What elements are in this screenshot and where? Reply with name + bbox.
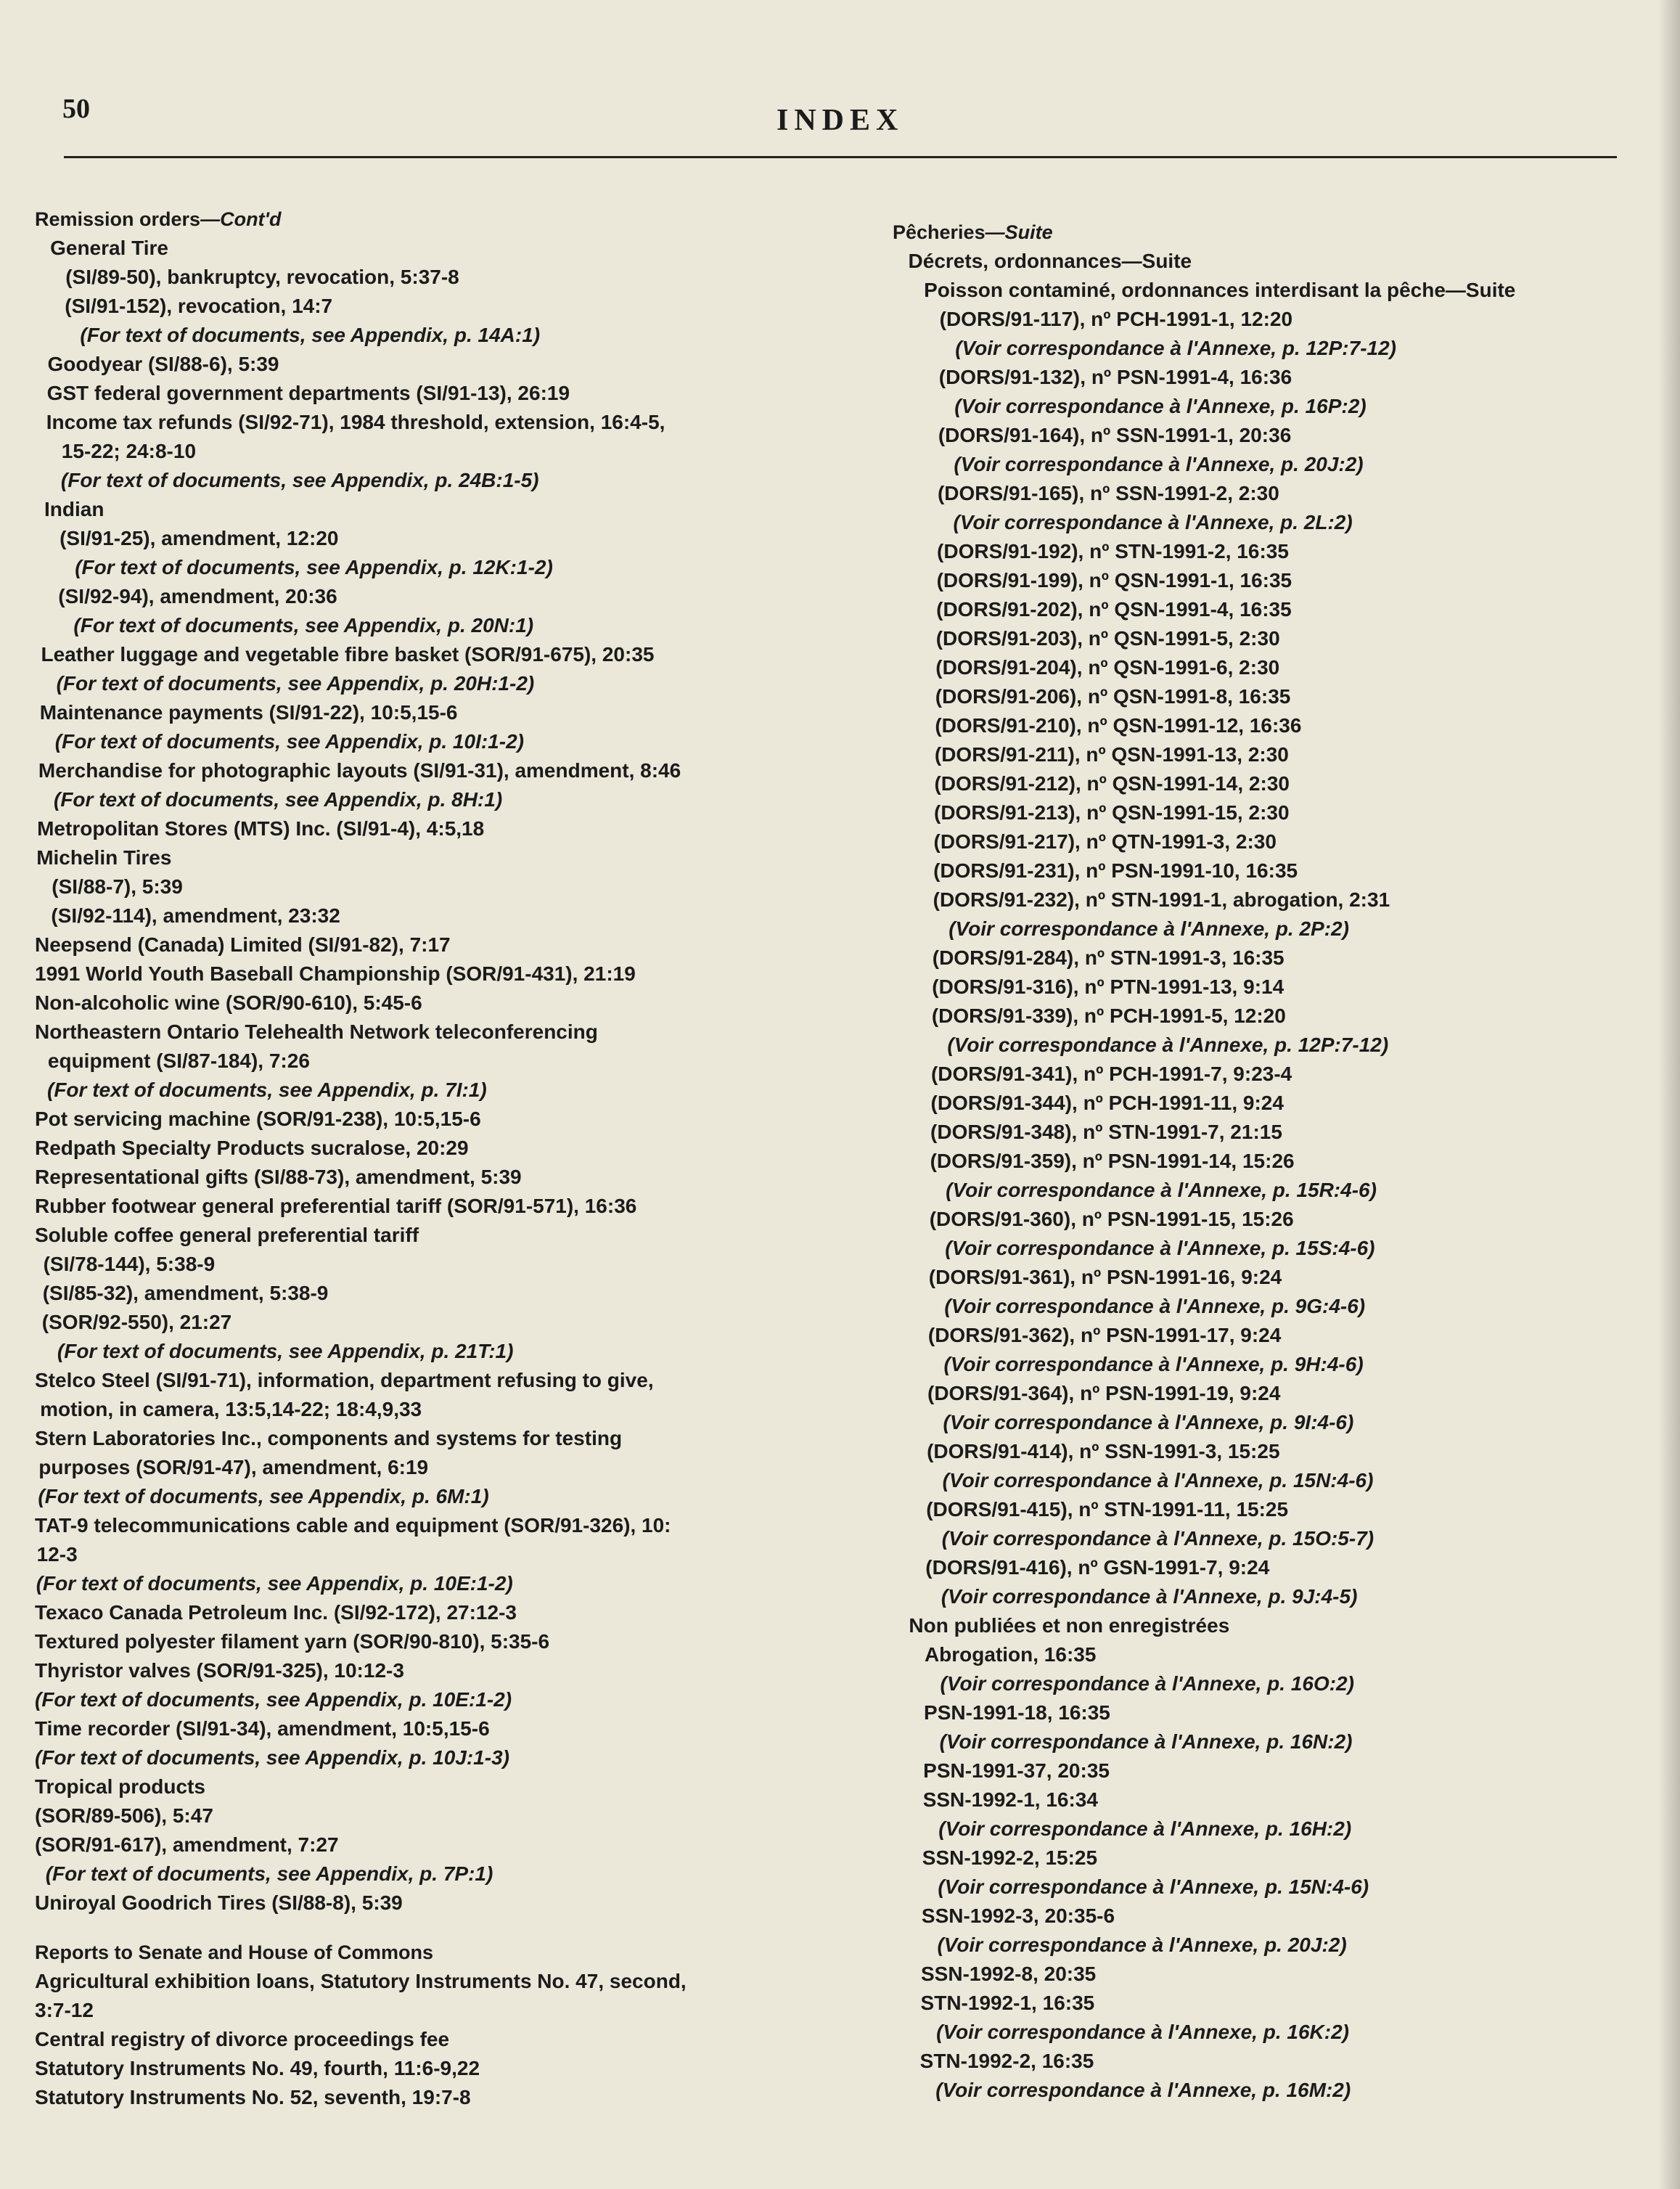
index-cross-reference: (For text of documents, see Appendix, p. 6M:1) [38,1485,489,1507]
index-entry: Time recorder (SI/91-34), amendment, 10:5,15-6 [35,1717,490,1740]
index-entry: (SI/91-25), amendment, 12:20 [60,527,339,549]
index-entry: (DORS/91-202), nº QSN-1991-4, 16:35 [936,598,1292,621]
index-cross-reference: (Voir correspondance à l'Annexe, p. 16M:2) [935,2079,1351,2101]
index-column-right [893,218,1589,2105]
index-cross-reference: (Voir correspondance à l'Annexe, p. 9H:4-6) [943,1353,1364,1375]
index-entry: SSN-1992-1, 16:34 [922,1788,1098,1811]
index-heading-main: Pêcheries [893,221,986,243]
index-entry: (DORS/91-212), nº QSN-1991-14, 2:30 [934,772,1290,795]
index-entry: SSN-1992-8, 20:35 [921,1963,1097,1985]
index-entry: Redpath Specialty Products sucralose, 20:29 [35,1137,469,1159]
index-entry: (DORS/91-203), nº QSN-1991-5, 2:30 [935,627,1280,650]
index-cross-reference: (Voir correspondance à l'Annexe, p. 9J:4-5) [941,1585,1358,1608]
index-entry: (SOR/91-617), amendment, 7:27 [35,1833,339,1856]
index-entry: (SI/78-144), 5:38-9 [43,1253,216,1275]
index-entry: Goodyear (SI/88-6), 5:39 [47,353,279,375]
index-entry: (DORS/91-210), nº QSN-1991-12, 16:36 [935,714,1302,737]
index-entry: (DORS/91-232), nº STN-1991-1, abrogation, 2:31 [933,888,1390,911]
index-entry: (DORS/91-211), nº QSN-1991-13, 2:30 [934,743,1289,766]
index-entry: Non-alcoholic wine (SOR/90-610), 5:45-6 [35,991,422,1014]
index-cross-reference: (Voir correspondance à l'Annexe, p. 15N:4-6) [938,1875,1369,1898]
index-entry: (DORS/91-364), nº PSN-1991-19, 9:24 [927,1382,1281,1404]
index-heading-main: Remission orders [35,208,201,230]
index-entry: Metropolitan Stores (MTS) Inc. (SI/91-4), 4:5,18 [37,817,485,840]
index-entry: Décrets, ordonnances—Suite [908,250,1192,272]
index-entry: Pot servicing machine (SOR/91-238), 10:5,15-6 [35,1108,481,1130]
index-entry: (DORS/91-206), nº QSN-1991-8, 16:35 [935,685,1291,708]
index-entry: Soluble coffee general preferential tariff [35,1224,419,1246]
index-entry: SSN-1992-2, 15:25 [922,1846,1098,1869]
index-cross-reference: (Voir correspondance à l'Annexe, p. 16N:2) [939,1730,1353,1753]
index-entry: General Tire [50,237,168,259]
index-entry: (SOR/89-506), 5:47 [35,1804,213,1827]
header-rule [64,156,1617,158]
index-column-left [35,205,848,2112]
index-cross-reference: (For text of documents, see Appendix, p. 24B:1-5) [60,469,539,491]
index-cross-reference: (Voir correspondance à l'Annexe, p. 16O:2) [940,1672,1354,1695]
index-cross-reference: (Voir correspondance à l'Annexe, p. 2P:2) [948,917,1349,940]
index-cross-reference: (For text of documents, see Appendix, p. 10E:1-2) [35,1688,512,1711]
index-cross-reference: (Voir correspondance à l'Annexe, p. 9I:4-6) [943,1411,1354,1433]
index-heading-continued: —Cont'd [200,208,282,230]
index-entry: (DORS/91-341), nº PCH-1991-7, 9:23-4 [930,1063,1292,1085]
index-entry: Representational gifts (SI/88-73), amendment, 5:39 [35,1166,522,1188]
index-entry: (DORS/91-231), nº PSN-1991-10, 16:35 [933,859,1298,882]
index-entry: Stern Laboratories Inc., components and systems for testing [35,1427,623,1449]
index-entry: (DORS/91-415), nº STN-1991-11, 15:25 [926,1498,1289,1521]
index-entry: Income tax refunds (SI/92-71), 1984 threshold, extension, 16:4-5, [46,411,665,433]
index-entry: (DORS/91-348), nº STN-1991-7, 21:15 [930,1121,1282,1143]
index-entry: Statutory Instruments No. 52, seventh, 19:7-8 [35,2086,471,2108]
index-entry: Northeastern Ontario Telehealth Network teleconferencing [35,1020,598,1043]
index-entry: 15-22; 24:8-10 [61,440,197,462]
index-cross-reference: (Voir correspondance à l'Annexe, p. 2L:2) [953,511,1353,533]
page-edge-shadow [1658,0,1680,2189]
index-entry: Leather luggage and vegetable fibre basket (SOR/91-675), 20:35 [41,643,655,666]
index-cross-reference: (Voir correspondance à l'Annexe, p. 16P:2) [954,395,1366,417]
index-entry: Maintenance payments (SI/91-22), 10:5,15-6 [39,701,458,724]
index-heading [35,205,848,234]
index-entry: Tropical products [35,1775,205,1798]
index-entry: (DORS/91-339), nº PCH-1991-5, 12:20 [931,1005,1286,1027]
index-cross-reference: (For text of documents, see Appendix, p. 12K:1-2) [75,556,553,578]
index-cross-reference: (For text of documents, see Appendix, p. 21T:1) [57,1340,514,1362]
index-entry: (DORS/91-164), nº SSN-1991-1, 20:36 [938,424,1292,446]
index-cross-reference: (For text of documents, see Appendix, p. 20H:1-2) [56,672,535,695]
index-entry: (SI/85-32), amendment, 5:38-9 [42,1282,329,1304]
index-entry: (DORS/91-165), nº SSN-1991-2, 2:30 [937,482,1279,504]
index-entry: PSN-1991-18, 16:35 [924,1701,1110,1724]
index-entry: Neepsend (Canada) Limited (SI/91-82), 7:17 [35,933,451,956]
index-entry: TAT-9 telecommunications cable and equipment (SOR/91-326), 10: [35,1514,671,1537]
index-entry: Uniroyal Goodrich Tires (SI/88-8), 5:39 [35,1891,403,1914]
index-cross-reference: (Voir correspondance à l'Annexe, p. 16K:2) [936,2021,1349,2043]
index-cross-reference: (Voir correspondance à l'Annexe, p. 16H:2) [938,1817,1352,1840]
index-entry: (DORS/91-199), nº QSN-1991-1, 16:35 [936,569,1292,592]
index-entry: Central registry of divorce proceedings fee [35,2028,450,2050]
running-head: INDEX [777,104,904,137]
index-entry: Merchandise for photographic layouts (SI/91-31), amendment, 8:46 [38,759,681,782]
index-entry: SSN-1992-3, 20:35-6 [921,1904,1115,1927]
index-entry: (DORS/91-217), nº QTN-1991-3, 2:30 [933,830,1277,853]
index-cross-reference: (For text of documents, see Appendix, p. 10I:1-2) [54,730,524,753]
index-entry: Agricultural exhibition loans, Statutory Instruments No. 47, second, [35,1970,687,1992]
index-entry: (DORS/91-359), nº PSN-1991-14, 15:26 [930,1150,1295,1172]
index-entry: motion, in camera, 13:5,14-22; 18:4,9,33 [40,1398,422,1420]
index-entry: (DORS/91-117), nº PCH-1991-1, 12:20 [939,308,1293,330]
index-cross-reference: (Voir correspondance à l'Annexe, p. 12P:7-12) [955,337,1396,359]
index-entry: Statutory Instruments No. 49, fourth, 11:6-9,22 [35,2057,480,2079]
index-entry: (DORS/91-361), nº PSN-1991-16, 9:24 [928,1266,1282,1288]
index-entry: equipment (SI/87-184), 7:26 [47,1050,310,1072]
index-entry: Textured polyester filament yarn (SOR/90-810), 5:35-6 [35,1630,550,1653]
index-cross-reference: (Voir correspondance à l'Annexe, p. 20J:2) [954,453,1364,475]
index-cross-reference: (For text of documents, see Appendix, p. 7I:1) [47,1079,487,1101]
index-entry: Non publiées et non enregistrées [909,1614,1230,1637]
index-entry: (SI/92-114), amendment, 23:32 [51,904,340,927]
index-heading-main: Reports to Senate and House of Commons [35,1942,434,1963]
index-entry: purposes (SOR/91-47), amendment, 6:19 [38,1456,429,1478]
index-entry: (SOR/92-550), 21:27 [41,1311,232,1333]
index-entry: Abrogation, 16:35 [924,1643,1097,1666]
index-heading-continued: —Suite [985,221,1053,243]
index-entry: (DORS/91-344), nº PCH-1991-11, 9:24 [930,1092,1284,1114]
index-entry: (DORS/91-414), nº SSN-1991-3, 15:25 [927,1440,1280,1462]
index-cross-reference: (Voir correspondance à l'Annexe, p. 9G:4-6) [944,1295,1366,1317]
index-cross-reference: (Voir correspondance à l'Annexe, p. 15O:5-7) [941,1527,1374,1550]
index-entry: (SI/88-7), 5:39 [52,875,183,898]
index-cross-reference: (For text of documents, see Appendix, p. 7P:1) [45,1862,493,1885]
index-cross-reference: (For text of documents, see Appendix, p. 14A:1) [80,324,541,346]
index-entry: PSN-1991-37, 20:35 [923,1759,1110,1782]
index-entry: (DORS/91-416), nº GSN-1991-7, 9:24 [925,1556,1270,1579]
index-entry: (DORS/91-204), nº QSN-1991-6, 2:30 [935,656,1280,679]
index-entry: STN-1992-1, 16:35 [920,1992,1095,2014]
index-entry: (DORS/91-132), nº PSN-1991-4, 16:36 [938,366,1292,388]
index-entry: 3:7-12 [35,1999,94,2021]
index-entry: 12-3 [36,1543,78,1566]
index-heading [35,1938,848,1967]
index-cross-reference: (Voir correspondance à l'Annexe, p. 15N:4-6) [942,1469,1374,1492]
index-entry: 1991 World Youth Baseball Championship (SOR/91-431), 21:19 [35,962,636,985]
index-entry: Poisson contaminé, ordonnances interdisant la pêche—Suite [924,279,1516,301]
index-entry: (SI/91-152), revocation, 14:7 [65,295,333,317]
index-entry: (SI/92-94), amendment, 20:36 [58,585,337,607]
index-entry: (DORS/91-213), nº QSN-1991-15, 2:30 [934,801,1290,824]
index-cross-reference: (Voir correspondance à l'Annexe, p. 15R:4-6) [946,1179,1377,1201]
index-cross-reference: (Voir correspondance à l'Annexe, p. 12P:7-12) [947,1034,1389,1056]
index-entry: Texaco Canada Petroleum Inc. (SI/92-172), 27:12-3 [35,1601,517,1624]
index-entry: Rubber footwear general preferential tariff (SOR/91-571), 16:36 [35,1195,637,1217]
index-entry: STN-1992-2, 16:35 [919,2050,1094,2072]
index-entry: (SI/89-50), bankruptcy, revocation, 5:37-8 [65,266,459,288]
index-cross-reference: (Voir correspondance à l'Annexe, p. 15S:4-6) [945,1237,1375,1259]
index-entry: (DORS/91-362), nº PSN-1991-17, 9:24 [927,1324,1282,1346]
index-heading [893,218,1589,247]
index-entry: (DORS/91-316), nº PTN-1991-13, 9:14 [932,975,1284,998]
index-cross-reference: (For text of documents, see Appendix, p. 20N:1) [73,614,534,637]
page-number: 50 [62,94,90,124]
index-cross-reference: (For text of documents, see Appendix, p. 10J:1-3) [35,1746,509,1769]
index-cross-reference: (For text of documents, see Appendix, p. 10E:1-2) [36,1572,513,1595]
index-entry: Michelin Tires [36,846,172,869]
index-entry: Thyristor valves (SOR/91-325), 10:12-3 [35,1659,404,1682]
index-entry: (DORS/91-284), nº STN-1991-3, 16:35 [932,946,1284,969]
index-entry: Indian [44,498,105,520]
index-cross-reference: (Voir correspondance à l'Annexe, p. 20J:2) [937,1934,1347,1956]
index-entry: (DORS/91-360), nº PSN-1991-15, 15:26 [929,1208,1294,1230]
index-cross-reference: (For text of documents, see Appendix, p. 8H:1) [54,788,503,811]
index-entry: Stelco Steel (SI/91-71), information, department refusing to give, [35,1369,654,1391]
index-entry: GST federal government departments (SI/91-13), 26:19 [46,382,570,404]
index-entry: (DORS/91-192), nº STN-1991-2, 16:35 [937,540,1289,562]
